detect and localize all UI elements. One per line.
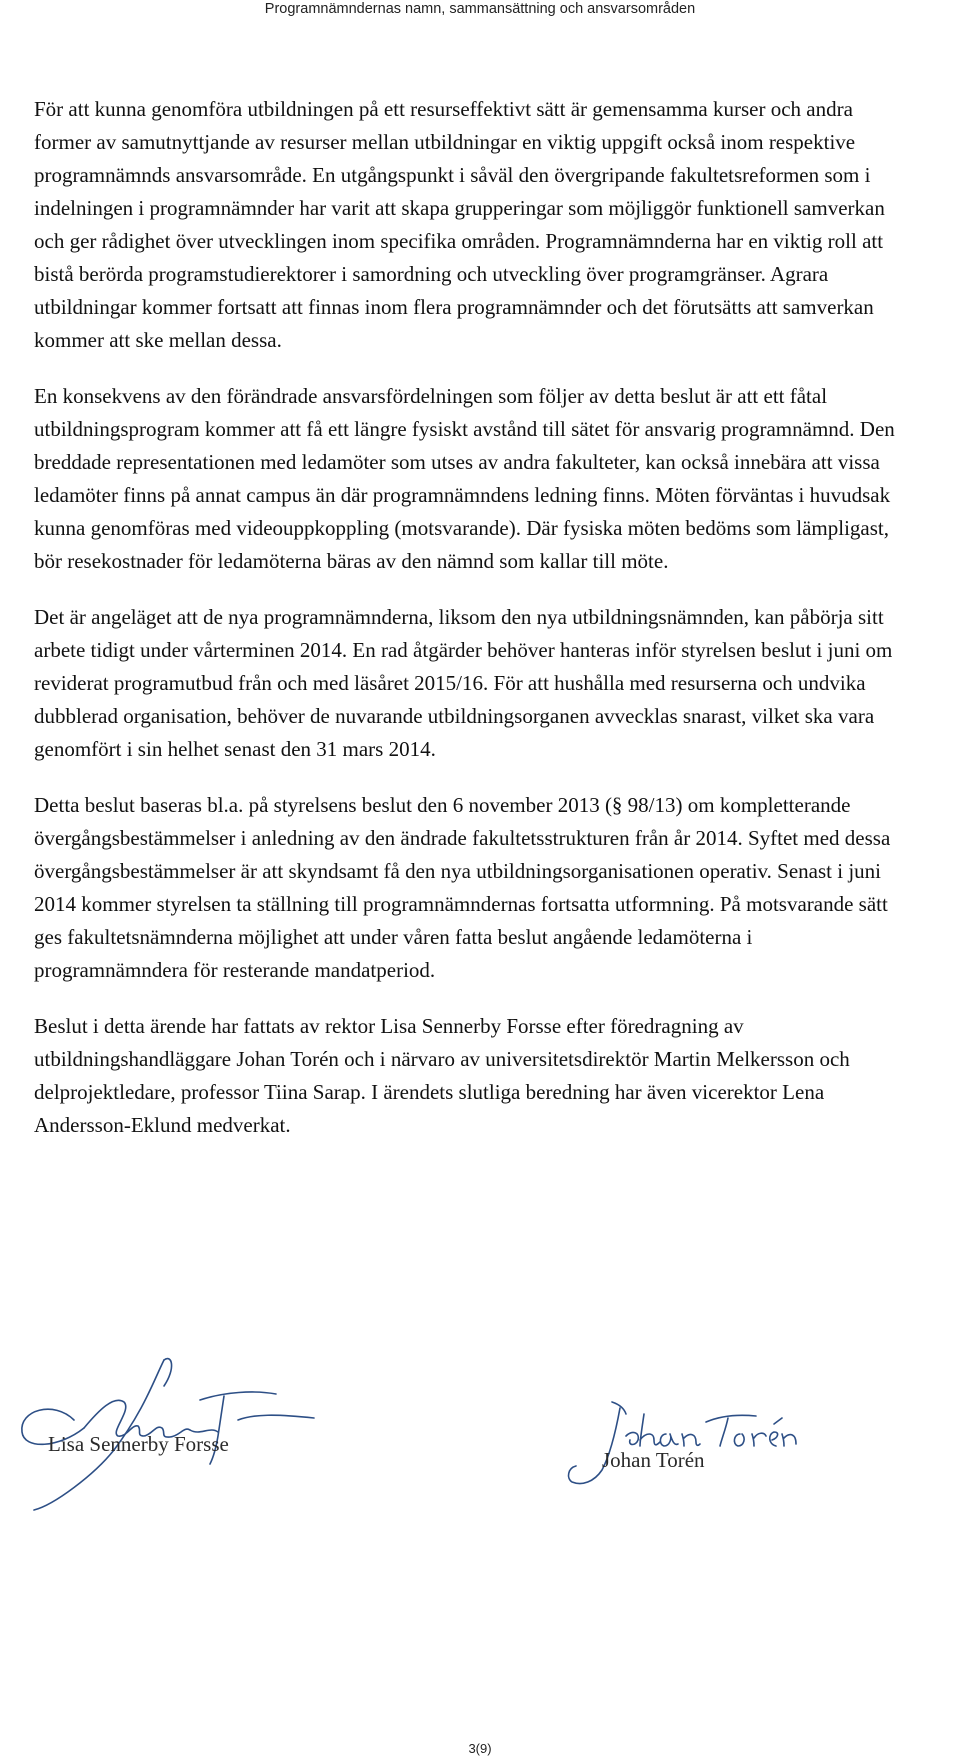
paragraph-1: För att kunna genomföra utbildningen på ett resurseffektivt sätt är gemensamma kurser och andra former av samutnyttjande av resurser mellan utbildningar en viktig uppgift också inom respektive programnämnds ansvarsområde. En utgångspunkt i såväl den övergripande fakultetsreformen som i indelningen i programnämnder har varit att skapa grupperingar som möjliggör funktionell samverkan och ger rådighet över utvecklingen inom specifika områden. Programnämnderna har en viktig roll att bistå berörda programstudierektorer i samordning och utveckling över programgränser. Agrara utbildningar kommer fortsatt att finnas inom flera programnämnder och det förutsätts att samverkan kommer att ske mellan dessa.	[34, 97, 885, 352]
document-body	[34, 93, 896, 1165]
handwritten-signature-1	[14, 1340, 324, 1510]
signature-block	[0, 1340, 960, 1520]
signature-lisa-sennerby-forsse	[14, 1340, 324, 1510]
paragraph-5: Beslut i detta ärende har fattats av rektor Lisa Sennerby Forsse efter föredragning av utbildningshandläggare Johan Torén och i närvaro av universitetsdirektör Martin Melkersson och delprojektledare, professor Tiina Sarap. I ärendets slutliga beredning har även vicerektor Lena Andersson-Eklund medverkat.	[34, 1014, 850, 1137]
signer-name-2: Johan Torén	[602, 1448, 705, 1472]
paragraph-2: En konsekvens av den förändrade ansvarsfördelningen som följer av detta beslut är att ett fåtal utbildningsprogram kommer att få ett längre fysiskt avstånd till sätet för ansvarig programnämnd. Den breddade representationen med ledamöter som utses av andra fakulteter, kan också innebära att vissa ledamöter finns på annat campus än där programnämndens ledning finns. Möten förväntas i huvudsak kunna genomföras med videouppkoppling (motsvarande). Där fysiska möten bedöms som lämpligast, bör resekostnader för ledamöterna bäras av den nämnd som kallar till möte.	[34, 384, 895, 573]
paragraph-4: Detta beslut baseras bl.a. på styrelsens beslut den 6 november 2013 (§ 98/13) om kompletterande övergångsbestämmelser i anledning av den ändrade fakultetsstrukturen från år 2014. Syftet med dessa övergångsbestämmelser är att skyndsamt få den nya utbildningsorganisationen operativ. Senast i juni 2014 kommer styrelsen ta ställning till programnämndernas fortsatta utformning. På motsvarande sätt ges fakultetsnämnderna möjlighet att under våren fatta beslut angående ledamöterna i programnämndera för resterande mandatperiod.	[34, 793, 891, 982]
page-number: 3(9)	[468, 1741, 492, 1756]
paragraph-3: Det är angeläget att de nya programnämnderna, liksom den nya utbildningsnämnden, kan påbörja sitt arbete tidigt under vårterminen 2014. En rad åtgärder behöver hanteras inför styrelsen beslut i juni om reviderat programutbud från och med läsåret 2015/16. För att hushålla med resurserna och undvika dubblerad organisation, behöver de nuvarande utbildningsorganen avvecklas snarast, vilket ska vara genomfört i sin helhet senast den 31 mars 2014.	[34, 605, 893, 761]
signature-johan-toren	[560, 1400, 800, 1510]
signer-name-1: Lisa Sennerby Forsse	[48, 1432, 229, 1456]
running-header: Programnämndernas namn, sammansättning och ansvarsområden	[264, 1, 696, 17]
